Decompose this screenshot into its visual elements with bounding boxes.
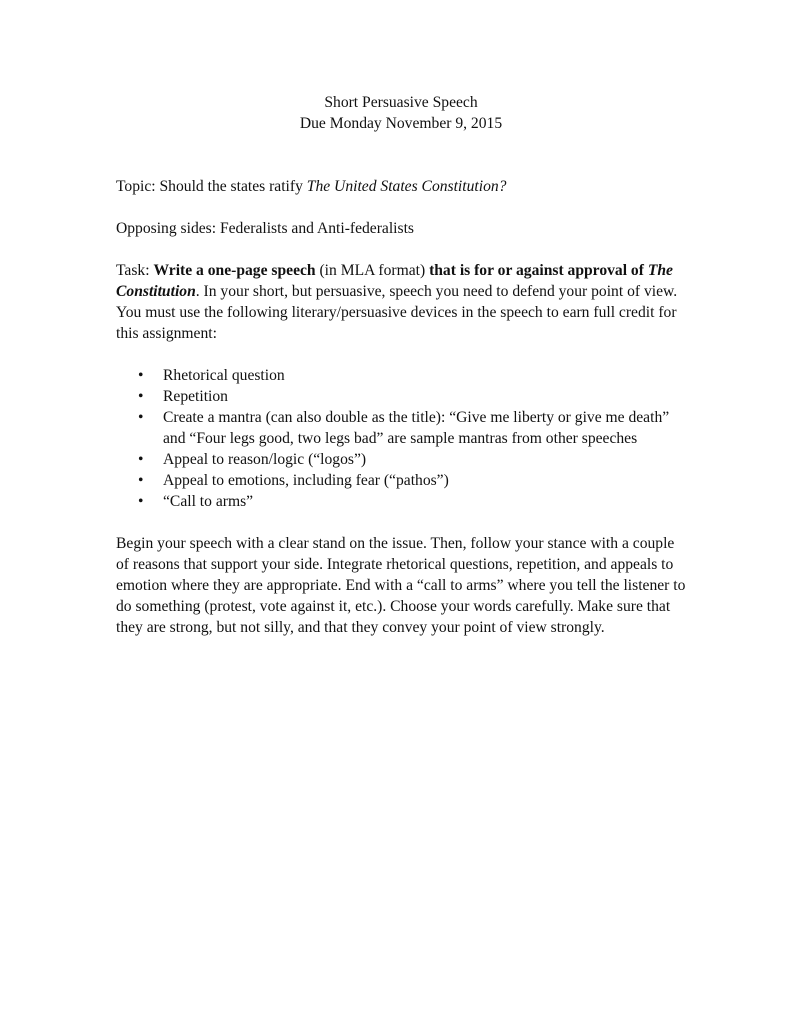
topic-line [116, 176, 686, 197]
list-item-text: Create a mantra (can also double as the title): “Give me liberty or give me death” and “Four legs good, two legs bad” are sample mantras from other speeches [163, 409, 670, 447]
closing-paragraph: Begin your speech with a clear stand on the issue. Then, follow your stance with a couple of reasons that support your side. Integrate rhetorical questions, repetition, and appeals to emotion where they are appropriate. End with a “call to arms” where you tell the listener to do something (protest, vote against it, etc.). Choose your words carefully. Make sure that they are strong, but not silly, and that they convey your point of view strongly. [116, 535, 686, 636]
document-header [116, 92, 686, 134]
document-title: Short Persuasive Speech [324, 94, 478, 111]
list-item [116, 470, 686, 491]
list-item-text: Repetition [163, 388, 228, 405]
opposing-sides-line: Opposing sides: Federalists and Anti-federalists [116, 220, 414, 237]
list-item [116, 491, 686, 512]
bullet-icon: • [138, 451, 144, 468]
task-bold-2: that is for or against approval of [429, 262, 648, 279]
devices-list [116, 365, 686, 512]
task-label: Task: [116, 262, 154, 279]
list-item [116, 365, 686, 386]
due-date: Due Monday November 9, 2015 [299, 115, 503, 132]
list-item-text: “Call to arms” [163, 493, 254, 510]
list-item [116, 386, 686, 407]
task-normal-1: (in MLA format) [315, 262, 430, 279]
task-rest: . In your short, but persuasive, speech you need to defend your point of view. You must use the following literary/persuasive devices in the speech to earn full credit for this assignment: [116, 283, 678, 342]
bullet-icon: • [138, 493, 144, 510]
bullet-icon: • [138, 388, 144, 405]
document-page [116, 92, 686, 659]
list-item [116, 449, 686, 470]
list-item [116, 407, 686, 449]
topic-title-italic: The United States Constitution? [306, 178, 507, 195]
topic-label: Topic: Should the states ratify [116, 178, 307, 195]
list-item-text: Rhetorical question [163, 367, 285, 384]
bullet-icon: • [138, 409, 144, 426]
task-paragraph [116, 260, 686, 344]
bullet-icon: • [138, 472, 144, 489]
bullet-icon: • [138, 367, 144, 384]
task-bold-italic: The Constitution [116, 262, 673, 300]
list-item-text: Appeal to emotions, including fear (“pathos”) [163, 472, 449, 489]
list-item-text: Appeal to reason/logic (“logos”) [163, 451, 367, 468]
task-bold-1: Write a one-page speech [153, 262, 316, 279]
